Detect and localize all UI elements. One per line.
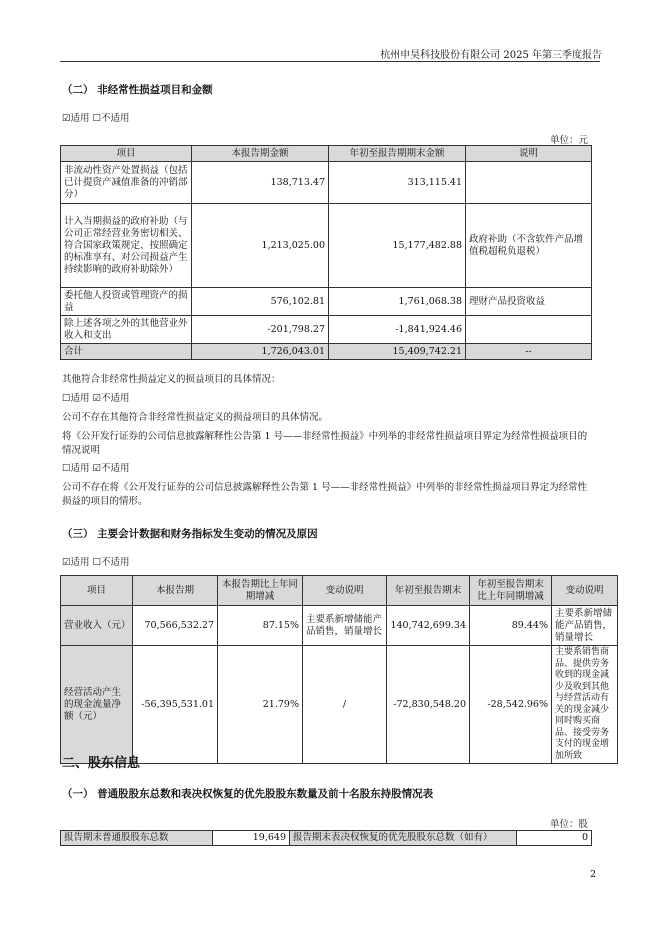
- common-holders-value: 19,649: [213, 831, 290, 846]
- page-header: 杭州申昊科技股份有限公司 2025 年第三季度报告: [380, 50, 602, 61]
- row-ytd-change: -28,542.96%: [470, 646, 552, 764]
- total-ytd: 15,409,742.21: [329, 344, 466, 360]
- row-current: 576,102.81: [192, 288, 329, 316]
- col-header: 变动说明: [303, 576, 387, 606]
- row-ytd-change: 89.44%: [470, 606, 552, 646]
- table-row: [61, 316, 592, 344]
- total-item: 合计: [61, 344, 192, 360]
- preferred-holders-value: 0: [517, 831, 592, 846]
- total-note: --: [466, 344, 592, 360]
- row-item: 非流动性资产处置损益（包括已计提资产减值准备的冲销部分）: [61, 162, 192, 204]
- col-header: 年初至报告期末比上年同期增减: [470, 576, 552, 606]
- preferred-holders-label: 报告期末表决权恢复的优先股股东总数（如有）: [290, 831, 517, 846]
- shareholders-unit: 单位：股: [549, 819, 588, 830]
- col-header: 年初至报告期期末金额: [329, 146, 466, 162]
- row-note: [466, 162, 592, 204]
- page-number: 2: [590, 869, 597, 880]
- row-current: 138,713.47: [192, 162, 329, 204]
- row-ytd: 1,761,068.38: [329, 288, 466, 316]
- changes-table: [60, 575, 618, 764]
- row-current: -201,798.27: [192, 316, 329, 344]
- shareholders-title: 二、股东信息: [62, 756, 141, 771]
- table-header-row: [61, 146, 592, 162]
- changes-applicable: ☑适用 ☐不适用: [62, 557, 130, 568]
- row-item: 计入当期损益的政府补助（与公司正常经营业务密切相关、符合国家政策规定、按照确定的标准享有、对公司损益产生持续影响的政府补助除外）: [61, 204, 192, 288]
- row-ytd: -72,830,548.20: [387, 646, 470, 764]
- col-header: 项目: [61, 576, 133, 606]
- other-def-title: 其他符合非经常性损益定义的损益项目的具体情况：: [62, 374, 281, 385]
- table-row: [61, 831, 592, 846]
- col-header: 说明: [466, 146, 592, 162]
- other-def-text: 公司不存在其他符合非经常性损益定义的损益项目的具体情况。: [62, 412, 329, 423]
- nonrecurring-unit: 单位：元: [549, 135, 588, 146]
- row-note: 政府补助（不含软件产品增值税超税负退税）: [466, 204, 592, 288]
- row-change: 87.15%: [218, 606, 303, 646]
- row-current: -56,395,531.01: [133, 646, 218, 764]
- row-ytd: 15,177,482.88: [329, 204, 466, 288]
- table-row: [61, 646, 618, 764]
- table-header-row: [61, 576, 618, 606]
- common-holders-label: 报告期末普通股股东总数: [61, 831, 213, 846]
- reclass-title: 将《公开发行证券的公司信息披露解释性公告第 1 号——非经常性损益》中列举的非经常性损益项目界定为经常性损益项目的情况说明: [62, 431, 588, 456]
- row-item: 营业收入（元）: [61, 606, 133, 646]
- total-row: [61, 344, 592, 360]
- table-row: [61, 288, 592, 316]
- row-note: 理财产品投资收益: [466, 288, 592, 316]
- reclass-applicable: ☐适用 ☑不适用: [62, 463, 130, 474]
- total-current: 1,726,043.01: [192, 344, 329, 360]
- row-note: 主要系新增储能产品销售，销量增长: [303, 606, 387, 646]
- table-row: [61, 204, 592, 288]
- other-def-applicable: ☐适用 ☑不适用: [62, 393, 130, 404]
- table-row: [61, 606, 618, 646]
- row-note: [466, 316, 592, 344]
- row-current: 70,566,532.27: [133, 606, 218, 646]
- col-header: 项目: [61, 146, 192, 162]
- col-header: 本报告期金额: [192, 146, 329, 162]
- row-ytd-note: 主要系新增储能产品销售，销量增长: [552, 606, 618, 646]
- row-ytd: 313,115.41: [329, 162, 466, 204]
- nonrecurring-title: （二） 非经常性损益项目和金额: [62, 84, 213, 96]
- row-ytd-note: 主要系销售商品、提供劳务收到的现金减少及收到其他与经营活动有关的现金减少同时购买商品、接受劳务支付的现金增加所致: [552, 646, 618, 764]
- row-item: 经营活动产生的现金流量净额（元）: [61, 646, 133, 764]
- row-note: /: [303, 646, 387, 764]
- changes-title: （三） 主要会计数据和财务指标发生变动的情况及原因: [62, 528, 318, 540]
- row-change: 21.79%: [218, 646, 303, 764]
- header-rule: [60, 61, 600, 62]
- nonrecurring-table: [60, 145, 592, 360]
- shareholders-table: [60, 830, 592, 846]
- shareholders-subtitle: （一） 普通股股东总数和表决权恢复的优先股股东数量及前十名股东持股情况表: [62, 788, 434, 800]
- row-item: 委托他人投资或管理资产的损益: [61, 288, 192, 316]
- nonrecurring-applicable: ☑适用 ☐不适用: [62, 113, 130, 124]
- row-current: 1,213,025.00: [192, 204, 329, 288]
- row-item: 除上述各项之外的其他营业外收入和支出: [61, 316, 192, 344]
- row-ytd: -1,841,924.46: [329, 316, 466, 344]
- table-row: [61, 162, 592, 204]
- col-header: 年初至报告期末: [387, 576, 470, 606]
- col-header: 本报告期比上年同期增减: [218, 576, 303, 606]
- reclass-text: 公司不存在将《公开发行证券的公司信息披露解释性公告第 1 号——非经常性损益》中列举的非经常性损益项目界定为经常性损益的项目的情形。: [62, 482, 588, 507]
- col-header: 变动说明: [552, 576, 618, 606]
- row-ytd: 140,742,699.34: [387, 606, 470, 646]
- col-header: 本报告期: [133, 576, 218, 606]
